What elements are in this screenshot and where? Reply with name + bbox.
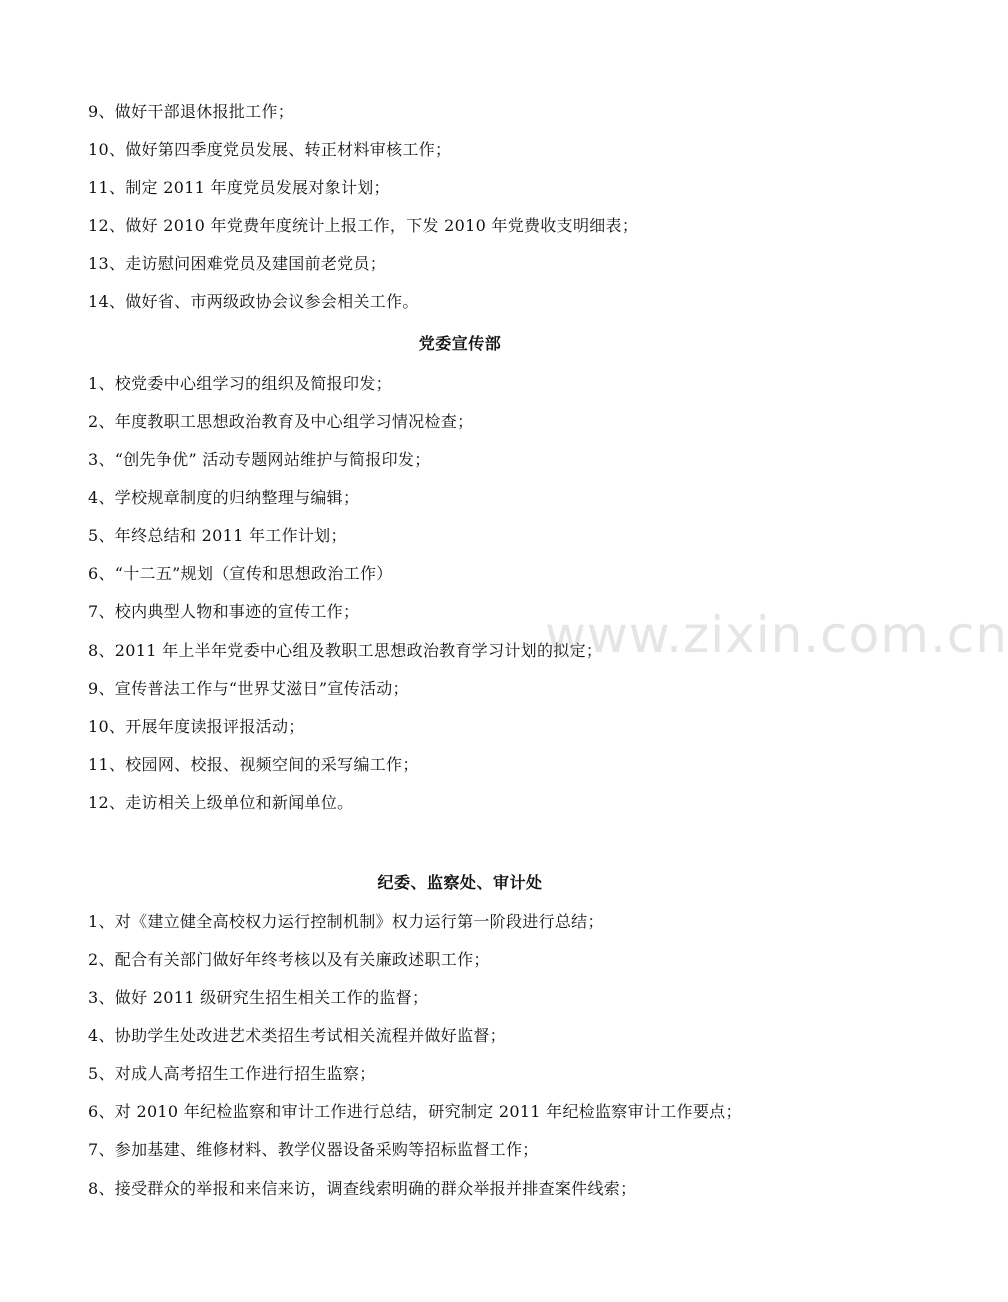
- list-item: 7、校内典型人物和事迹的宣传工作；: [88, 602, 360, 621]
- list-item: 4、协助学生处改进艺术类招生考试相关流程并做好监督；: [88, 1026, 506, 1045]
- list-item: 1、对《建立健全高校权力运行控制机制》权力运行第一阶段进行总结；: [88, 912, 604, 931]
- list-item: 7、参加基建、维修材料、教学仪器设备采购等招标监督工作；: [88, 1140, 539, 1159]
- list-item: 12、做好 2010 年党费年度统计上报工作，下发 2010 年党费收支明细表；: [88, 216, 639, 235]
- list-item: 6、对 2010 年纪检监察和审计工作进行总结，研究制定 2011 年纪检监察审计工作要点；: [88, 1102, 742, 1121]
- list-item: 8、接受群众的举报和来信来访，调查线索明确的群众举报并排查案件线索；: [88, 1179, 637, 1198]
- list-item: 11、校园网、校报、视频空间的采写编工作；: [88, 755, 419, 774]
- section-heading: 党委宣传部: [418, 334, 502, 353]
- list-item: 10、做好第四季度党员发展、转正材料审核工作；: [88, 140, 452, 159]
- list-item: 9、宣传普法工作与“世界艾滋日”宣传活动；: [88, 679, 409, 698]
- list-item: 2、配合有关部门做好年终考核以及有关廉政述职工作；: [88, 950, 490, 969]
- list-item: 1、校党委中心组学习的组织及简报印发；: [88, 374, 392, 393]
- list-item: 5、年终总结和 2011 年工作计划；: [88, 526, 347, 545]
- list-item: 12、走访相关上级单位和新闻单位。: [88, 793, 354, 812]
- list-item: 4、学校规章制度的归纳整理与编辑；: [88, 488, 360, 507]
- list-item: 8、2011 年上半年党委中心组及教职工思想政治教育学习计划的拟定；: [88, 641, 603, 660]
- list-item: 9、做好干部退休报批工作；: [88, 102, 295, 121]
- list-item: 2、年度教职工思想政治教育及中心组学习情况检查；: [88, 412, 474, 431]
- list-item: 11、制定 2011 年度党员发展对象计划；: [88, 178, 390, 197]
- list-item: 3、“创先争优” 活动专题网站维护与简报印发；: [88, 450, 431, 469]
- list-item: 6、“十二五”规划（宣传和思想政治工作）: [88, 564, 393, 583]
- list-item: 14、做好省、市两级政协会议参会相关工作。: [88, 292, 419, 311]
- list-item: 3、做好 2011 级研究生招生相关工作的监督；: [88, 988, 429, 1007]
- list-item: 13、走访慰问困难党员及建国前老党员；: [88, 254, 387, 273]
- list-item: 10、开展年度读报评报活动；: [88, 717, 305, 736]
- list-item: 5、对成人高考招生工作进行招生监察；: [88, 1064, 376, 1083]
- watermark: www.zixin.com.cn: [545, 606, 1008, 664]
- section-heading: 纪委、监察处、审计处: [377, 873, 543, 892]
